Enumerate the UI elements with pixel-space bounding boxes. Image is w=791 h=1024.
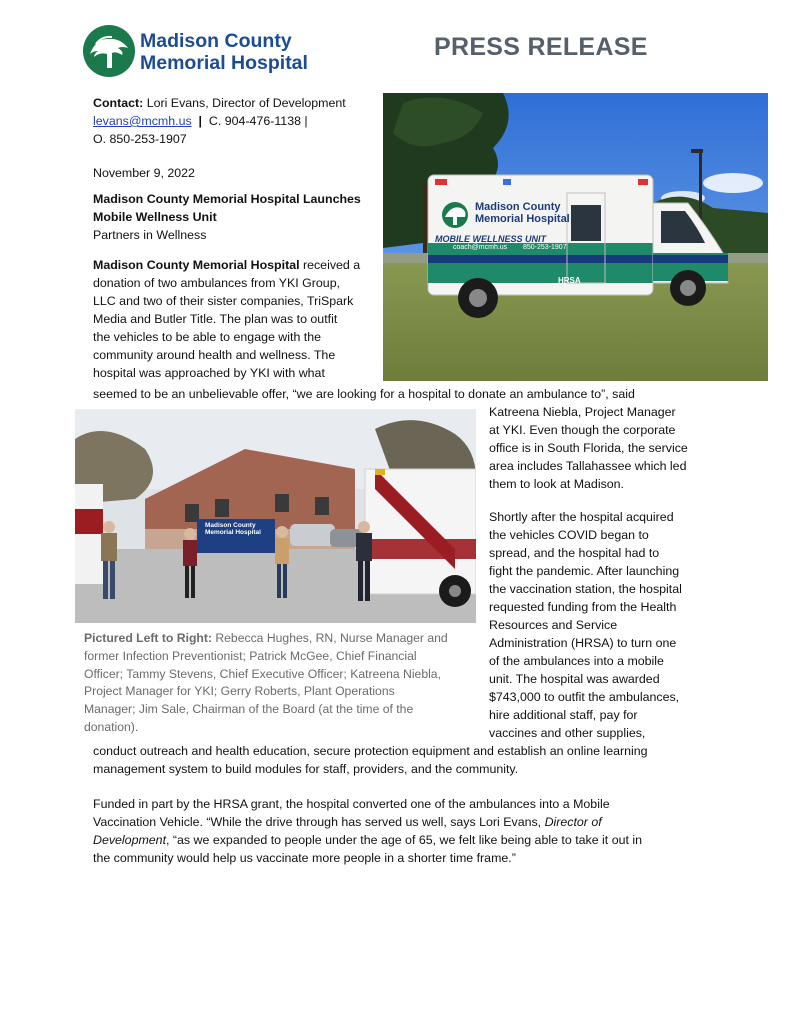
banner-text	[205, 522, 261, 536]
ambulance-photo	[383, 93, 768, 381]
p2-line-10: unit. The hospital was awarded	[489, 672, 660, 686]
p2-line-15: management system to build modules for staff, providers, and the community.	[93, 762, 519, 776]
p1-line-2: donation of two ambulances from YKI Group,	[93, 276, 341, 290]
p1-line-6: community around health and wellness. The	[93, 348, 336, 362]
p1-line-8: seemed to be an unbelievable offer, “we are looking for a hospital to donate an ambulance to”, said	[93, 387, 635, 401]
p1-line-10: at YKI. Even though the corporate	[489, 423, 676, 437]
press-release-title: PRESS RELEASE	[434, 33, 648, 61]
logo-line-2: Memorial Hospital	[140, 52, 308, 74]
p1-line-5: the vehicles to be able to engage with the	[93, 330, 322, 344]
p1-line-12: area includes Tallahassee which led	[489, 459, 687, 473]
hospital-logo-text	[140, 30, 308, 74]
p3-line-3-text: , “as we expanded to people under the age of 65, we felt like being able to take it out in	[166, 833, 643, 847]
ambulance-stripe-email: coach@mcmh.us	[453, 244, 508, 251]
p2-line-7: Resources and Service	[489, 618, 618, 632]
p2-line-6: requested funding from the Health	[489, 600, 677, 614]
p2-line-8: Administration (HRSA) to turn one	[489, 636, 677, 650]
ambulance-logo-line-2: Memorial Hospital	[475, 213, 570, 225]
contact-cell: C. 904-476-1138 |	[208, 114, 308, 128]
p3-line-2	[93, 814, 602, 832]
p2-line-14: conduct outreach and health education, secure protection equipment and establish an online learning	[93, 744, 648, 758]
p2-line-5: the vaccination station, the hospital	[489, 582, 682, 596]
caption-line-6: donation).	[84, 719, 139, 734]
caption-line-2: former Infection Preventionist; Patrick McGee, Chief Financial	[84, 648, 417, 663]
p1-line-9: Katreena Niebla, Project Manager	[489, 405, 676, 419]
contact-name: Lori Evans, Director of Development	[146, 96, 346, 110]
banner-line-1: Madison County	[205, 522, 256, 529]
headline-line-1: Madison County Memorial Hospital Launches	[93, 192, 361, 206]
p1-line-1	[93, 257, 360, 275]
p1-line-4: Media and Butler Title. The plan was to outfit	[93, 312, 338, 326]
p2-line-11: $743,000 to outfit the ambulances,	[489, 690, 680, 704]
caption-label: Pictured Left to Right:	[84, 631, 212, 645]
p3-line-1: Funded in part by the HRSA grant, the hospital converted one of the ambulances into a Mobile	[93, 797, 610, 811]
p3-line-2-italic: Director of	[544, 815, 602, 829]
p3-line-3-italic: Development	[93, 833, 167, 847]
caption-line-5: Manager; Jim Sale, Chairman of the Board (at the time of the	[84, 702, 414, 717]
logo-line-1: Madison County	[140, 30, 292, 52]
p2-line-4: fight the pandemic. After launching	[489, 564, 680, 578]
caption-line-3: Officer; Tammy Stevens, Chief Executive Officer; Katreena Niebla,	[84, 666, 441, 681]
p1-line-3: LLC and two of their sister companies, TriSpark	[93, 294, 354, 308]
photo-caption	[84, 630, 474, 737]
p2-line-13: vaccines and other supplies,	[489, 726, 646, 740]
p1-line-13: them to look at Madison.	[489, 477, 624, 491]
headline-subtitle: Partners in Wellness	[93, 228, 207, 242]
p3-line-4: the community would help us vaccinate more people in a shorter time frame.”	[93, 851, 516, 865]
p1-line-11: office is in South Florida, the service	[489, 441, 688, 455]
p1-line-1-text: received a	[299, 258, 361, 272]
headline-line-2: Mobile Wellness Unit	[93, 210, 217, 224]
contact-phone-line	[93, 113, 308, 131]
caption-line-4: Project Manager for YKI; Gerry Roberts, Plant Operations	[84, 684, 395, 699]
p2-line-3: spread, and the hospital had to	[489, 546, 660, 560]
p3-line-3	[93, 832, 642, 850]
p2-line-2: the vehicles COVID began to	[489, 528, 649, 542]
release-date: November 9, 2022	[93, 166, 195, 180]
p3-line-2-text: Vaccination Vehicle. “While the drive through has served us well, says Lori Evans,	[93, 815, 545, 829]
contact-separator: |	[198, 114, 203, 128]
banner-line-2: Memorial Hospital	[205, 529, 261, 536]
p2-line-12: hire additional staff, pay for	[489, 708, 638, 722]
caption-line-1	[84, 630, 474, 648]
caption-line-1-text: Rebecca Hughes, RN, Nurse Manager and	[211, 631, 448, 645]
ambulance-logo-text	[475, 201, 570, 225]
p2-line-9: of the ambulances into a mobile	[489, 654, 664, 668]
p1-line-7: hospital was approached by YKI with what	[93, 366, 325, 380]
contact-line	[93, 95, 346, 113]
p1-hospital-name: Madison County Memorial Hospital	[93, 258, 300, 272]
hospital-logo-icon	[82, 24, 136, 78]
ambulance-logo-line-1: Madison County	[475, 201, 561, 213]
p2-line-1: Shortly after the hospital acquired	[489, 510, 674, 524]
contact-email-link[interactable]: levans@mcmh.us	[93, 114, 192, 128]
contact-office: O. 850-253-1907	[93, 132, 187, 146]
contact-label: Contact:	[93, 96, 144, 110]
ambulance-hrsa-logo: HRSA	[558, 276, 581, 285]
group-photo	[75, 409, 476, 623]
mobile-wellness-unit-label: MOBILE WELLNESS UNIT	[435, 234, 546, 244]
ambulance-stripe-phone: 850-253-1907	[523, 244, 567, 251]
